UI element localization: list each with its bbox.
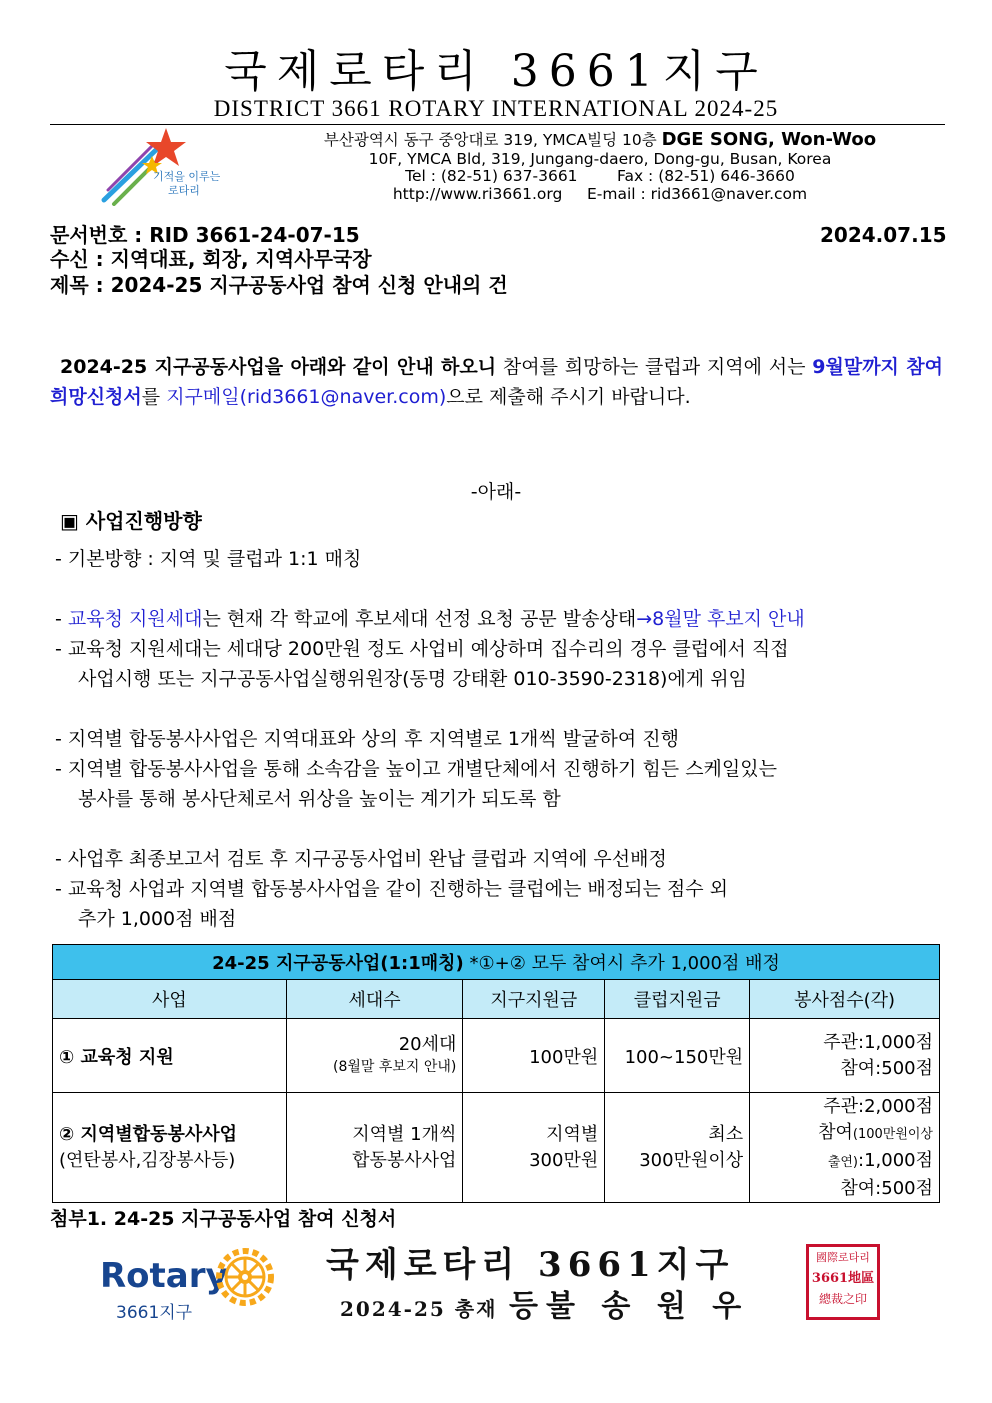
governor-name-en: DGE SONG, Won-Woo <box>661 129 877 150</box>
table-title <box>53 945 940 980</box>
rotary-wheel-icon <box>214 1246 276 1308</box>
contact-web-email: http://www.ri3661.org E-mail : rid3661@naver.com <box>392 185 808 203</box>
arae-heading: -아래- <box>470 481 522 503</box>
document-date: 2024.07.15 <box>820 223 947 247</box>
seal-text-3: 總裁之印 <box>818 1292 867 1306</box>
col-header-project: 사업 <box>53 980 287 1019</box>
bullet-bonus-line-1: - 교육청 사업과 지역별 합동봉사사업을 같이 진행하는 클럽에는 배정되는 점수 외 <box>55 878 728 900</box>
row2-score-participate: 참여:500점 <box>840 1177 933 1199</box>
row2-score-host: 주관:2,000점 <box>823 1095 933 1117</box>
row2-district-2: 300만원 <box>529 1149 599 1171</box>
col-header-district-fund: 지구지원금 <box>463 980 605 1019</box>
row1-district-fund: 100만원 <box>463 1019 605 1093</box>
row1-count: 20세대 <box>398 1033 457 1055</box>
address-line-1 <box>270 130 930 150</box>
rotary-district: 3661지구 <box>116 1303 193 1323</box>
bullet-blue-term: 교육청 지원세대 <box>67 608 203 630</box>
col-header-score: 봉사점수(각) <box>750 980 940 1019</box>
bullet-basic-direction: - 기본방향 : 지역 및 클럽과 1:1 매칭 <box>55 548 362 570</box>
table-title-bold: 24-25 지구공동사업(1:1매칭) <box>212 953 464 974</box>
row2-district-1: 지역별 <box>546 1123 599 1145</box>
bullet-final-report: - 사업후 최종보고서 검토 후 지구공동사업비 완납 클럽과 지역에 우선배정 <box>55 848 667 870</box>
bullet-belonging-line-2: 봉사를 통해 봉사단체로서 위상을 높이는 계기가 되도록 함 <box>78 788 561 810</box>
row2-count-2: 합동봉사사업 <box>352 1149 457 1171</box>
row2-project <box>53 1093 287 1203</box>
bullet-text: 는 현재 각 학교에 후보세대 선정 요청 공문 발송상태 <box>202 608 637 630</box>
rotary-wordmark: Rotary <box>100 1256 228 1296</box>
signature-name: 등불 송 원 우 <box>508 1289 750 1324</box>
intro-text-1: 참여를 희망하는 클럽과 지역에 서는 <box>496 356 813 378</box>
row2-score <box>750 1093 940 1203</box>
bullet-education-office <box>55 604 805 634</box>
table-header-row <box>53 980 940 1019</box>
bullet-bonus-line-2: 추가 1,000점 배점 <box>78 908 237 930</box>
row1-score-participate: 참여:500점 <box>840 1057 933 1079</box>
district-logo <box>96 126 246 206</box>
row2-club-1: 최소 <box>708 1123 744 1145</box>
table-title-note: *①+② 모두 참여시 추가 1,000점 배정 <box>463 953 780 974</box>
row1-score-host: 주관:1,000점 <box>823 1031 933 1053</box>
table-title-row <box>53 945 940 980</box>
bullet-regional-service: - 지역별 합동봉사사업은 지역대표와 상의 후 지역별로 1개씩 발굴하여 진행 <box>55 728 679 750</box>
row2-households <box>286 1093 463 1203</box>
intro-deadline: 9월말까지 참여희망신청서 <box>50 356 943 408</box>
row2-score-condition-end: 출연) <box>827 1154 859 1170</box>
table-row <box>53 1093 940 1203</box>
letterhead-subtitle: DISTRICT 3661 ROTARY INTERNATIONAL 2024-25 <box>213 96 779 121</box>
row1-count-note: (8월말 후보지 안내) <box>333 1058 457 1075</box>
bullet-belonging-line-1: - 지역별 합동봉사사업을 통해 소속감을 높이고 개별단체에서 진행하기 힘든 스케일있는 <box>55 758 777 780</box>
seal-text-1: 國際로타리 <box>816 1251 870 1264</box>
row2-count-1: 지역별 1개씩 <box>352 1123 457 1145</box>
row2-district-fund <box>463 1093 605 1203</box>
intro-email: 지구메일(rid3661@naver.com) <box>166 386 447 408</box>
bullet-budget-line-1: - 교육청 지원세대는 세대당 200만원 정도 사업비 예상하며 집수리의 경우 클럽에서 직접 <box>55 638 789 660</box>
row2-score-participate-big <box>756 1120 933 1148</box>
document-recipient: 수신 : 지역대표, 회장, 지역사무국장 <box>50 247 372 271</box>
attachment-note: 첨부1. 24-25 지구공동사업 참여 신청서 <box>50 1208 397 1230</box>
signature-line <box>340 1290 749 1328</box>
row2-club-fund <box>605 1093 750 1203</box>
contact-phone-fax: Tel : (82-51) 637-3661 Fax : (82-51) 646-3660 <box>405 167 795 185</box>
bullet-candidate-notice: →8월말 후보지 안내 <box>636 608 805 630</box>
intro-text-2: 를 <box>141 386 167 408</box>
address-line-2: 10F, YMCA Bld, 319, Jungang-daero, Dong-gu, Busan, Korea <box>368 150 832 168</box>
document-number: 문서번호 : RID 3661-24-07-15 <box>50 223 360 247</box>
document-subject: 제목 : 2024-25 지구공동사업 참여 신청 안내의 건 <box>50 273 508 297</box>
row1-project: ① 교육청 지원 <box>53 1019 287 1093</box>
signature-title: 국제로타리 3661지구 <box>326 1245 735 1285</box>
official-seal <box>806 1244 880 1320</box>
row1-club-fund: 100~150만원 <box>605 1019 750 1093</box>
row2-score-contribution <box>756 1148 933 1176</box>
col-header-club-fund: 클럽지원금 <box>605 980 750 1019</box>
row1-households <box>286 1019 463 1093</box>
signature-role: 2024-25 총재 <box>340 1297 498 1321</box>
letterhead-title: 국제로타리 3661지구 <box>224 46 768 97</box>
project-table <box>52 944 940 1203</box>
col-header-households: 세대수 <box>286 980 463 1019</box>
row2-club-2: 300만원이상 <box>639 1149 744 1171</box>
table-row <box>53 1019 940 1093</box>
bullet-dash: - <box>55 608 68 630</box>
row1-score <box>750 1019 940 1093</box>
address-korean: 부산광역시 동구 중앙대로 319, YMCA빌딩 10층 <box>323 131 662 149</box>
bullet-budget-line-2: 사업시행 또는 지구공동사업실행위원장(동명 강태환 010-3590-2318)에게 위임 <box>78 668 747 690</box>
intro-paragraph <box>50 352 943 412</box>
logo-text-1: 기적을 이루는 <box>153 170 221 183</box>
row2-score-label: 참여 <box>818 1121 853 1143</box>
section-heading: ▣ 사업진행방향 <box>60 509 202 533</box>
row2-name-sub: (연탄봉사,김장봉사등) <box>59 1149 236 1171</box>
header-divider <box>50 124 945 125</box>
row2-score-condition: (100만원이상 <box>852 1126 933 1142</box>
row2-score-points: :1,000점 <box>858 1149 933 1171</box>
logo-text-2: 로타리 <box>168 184 200 197</box>
intro-text-3: 으로 제출해 주시기 바랍니다. <box>446 386 691 408</box>
row2-name: ② 지역별합동봉사사업 <box>59 1123 237 1145</box>
seal-text-2: 3661地區 <box>811 1271 875 1286</box>
intro-bold: 2024-25 지구공동사업을 아래와 같이 안내 하오니 <box>60 356 497 378</box>
